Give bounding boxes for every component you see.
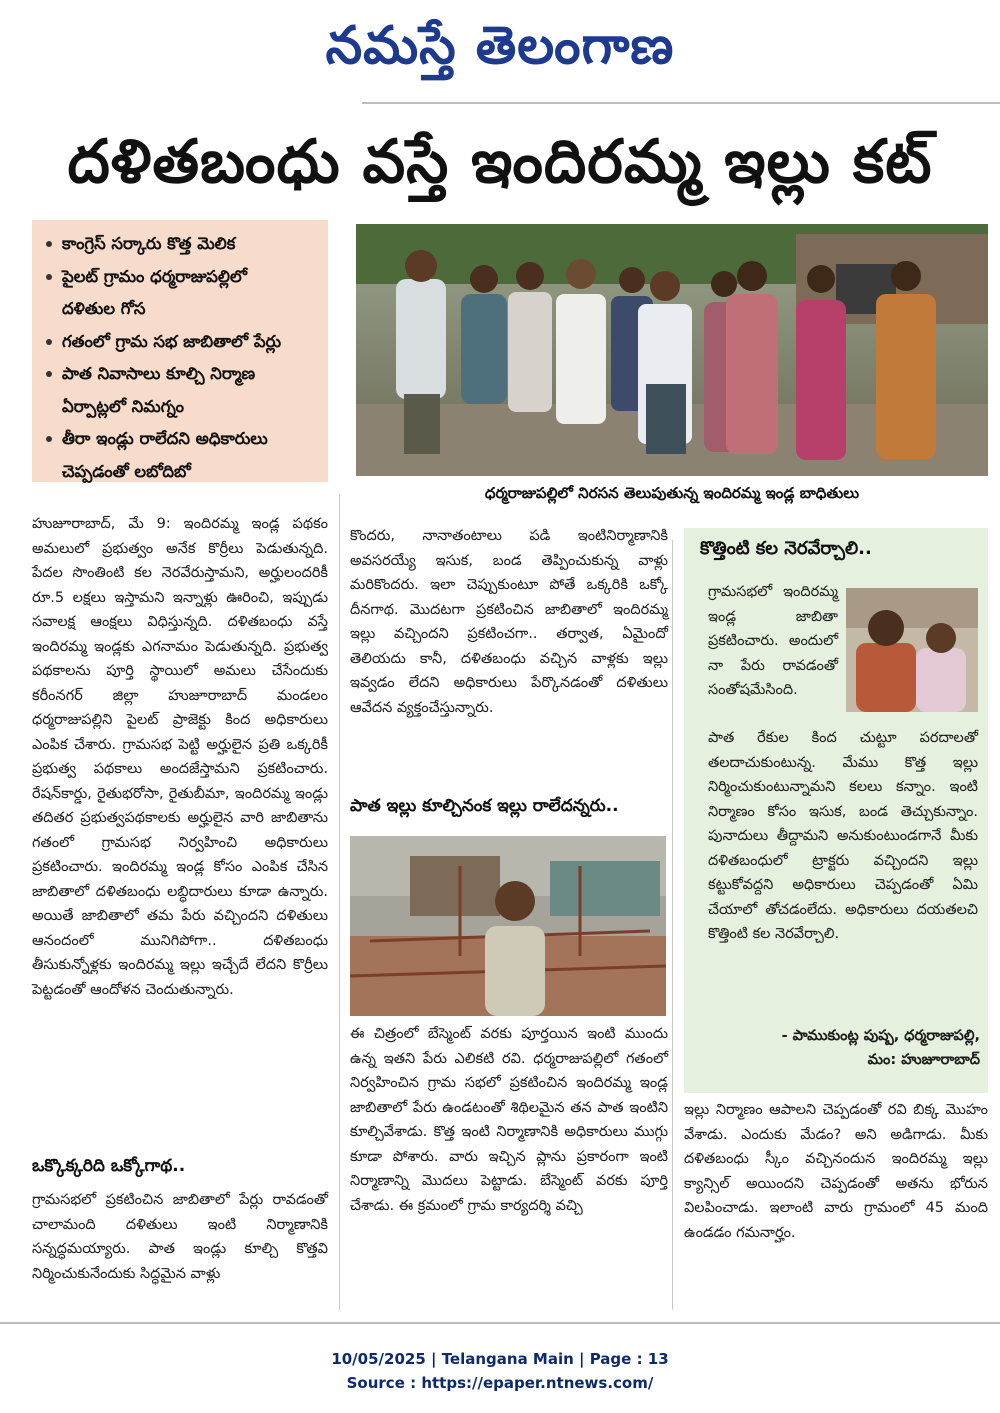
- man-at-construction-photo: [350, 836, 666, 1016]
- highlights-box: [32, 220, 328, 482]
- bullet-icon: [46, 436, 52, 442]
- footer-edition-info: 10/05/2025 | Telangana Main | Page : 13: [331, 1350, 669, 1368]
- bullet-icon: [46, 371, 52, 377]
- article-paragraph: హుజూరాబాద్, మే 9: ఇందిరమ్మ ఇండ్ల పథకం అమలులో ప్రభుత్వం అనేక కొర్రీలు పెడుతున్నది. పేదల సొంతింటి కల నెరవేరుస్తామని, అర్హులందరికీ రూ.5 లక్షలు ఇస్తామని ఇన్నాళ్లు ఊరించి, ఇప్పుడు సవాలక్ష ఆంక్షలు విధిస్తున్నది. దళితబంధు వస్తే ఇందిరమ్మ ఇండ్లకు ఎగనామం పెడుతున్నది. ప్రభుత్వ పథకాలను పూర్తి స్థాయిలో అమలు చేసేందుకు కరీంనగర్ జిల్లా హుజూరాబాద్ మండలం ధర్మరాజుపల్లిని పైలట్ ప్రాజెక్టు కింద అధికారులు ఎంపిక చేశారు. గ్రామసభ పెట్టి అర్హులైన ప్రతి ఒక్కరికీ ప్రభుత్వ పథకాలు అందజేస్తామని ప్రకటించారు. రేషన్‌కార్డు, రైతుభరోసా, రైతుబీమా, ఇందిరమ్మ ఇండ్లు తదితర ప్రభుత్వపథకాలకు అర్హులైన వారి జాబితాను గతంలో గ్రామసభ నిర్వహించి అధికారులు ప్రకటించారు. ఇందిరమ్మ ఇండ్ల కోసం ఎంపిక చేసిన జాబితాలో దళితబంధు లబ్ధిదారులు కూడా ఉన్నారు. అయితే జాబితాలో తమ పేరు వచ్చిందని దళితులు ఆనందంలో మునిగిపోగా.. దళితబంధు తీసుకున్నోళ్లకు ఇందిరమ్మ ఇల్లు ఇచ్చేదే లేదని కొర్రీలు పెట్టడంతో ఆందోళన చెందుతున్నారు.: [32, 516, 328, 998]
- bullet-icon: [46, 339, 52, 345]
- article-column-1-continued: [32, 1188, 328, 1286]
- article-paragraph: ఇల్లు నిర్మాణం ఆపాలని చెప్పడంతో రవి బిక్క మొహం వేశాడు. ఎందుకు మేడం? అని అడిగాడు. మీకు దళితబంధు స్కీం వచ్చినందున ఇందిరమ్మ ఇల్లు క్యాన్సిల్ అయిందని చెప్పడంతో అతను భోరున విలపించాడు. ఇలాంటి వారు గ్రామంలో 45 మంది ఉండడం గమనార్హం.: [684, 1102, 988, 1241]
- subheading: పాత ఇల్లు కూల్చినంక ఇల్లు రాలేదన్నరు..: [350, 796, 619, 816]
- footer-source-link[interactable]: Source : https://epaper.ntnews.com/: [346, 1374, 654, 1392]
- article-column-3: [684, 1098, 988, 1245]
- highlight-item: [46, 326, 322, 359]
- column-divider: [672, 540, 673, 1310]
- sidebar-story-paragraph: గ్రామసభలో ఇందిరమ్మ ఇండ్ల జాబితా ప్రకటించారు. అందులో నా పేరు రావడంతో సంతోషమేసింది.: [708, 584, 838, 698]
- sidebar-story-signature-place: మం: హుజూరాబాద్: [867, 1052, 980, 1068]
- sidebar-story-title: కొత్తింటి కల నెరవేర్చాలి..: [700, 538, 872, 559]
- highlight-text: పాత నివాసాలు కూల్చి నిర్మాణ: [62, 364, 256, 383]
- headline: [0, 112, 1000, 212]
- highlight-item: [46, 261, 322, 294]
- protest-group-photo: [356, 224, 988, 476]
- highlight-item: [46, 423, 322, 456]
- highlight-text: కాంగ్రెస్ సర్కారు కొత్త మెలిక: [62, 234, 236, 253]
- article-paragraph: కొందరు, నానాతంటాలు పడి ఇంటినిర్మాణానికి అవసరయ్యే ఇసుక, బండ తెప్పించుకున్న వాళ్లు మరికొందరు. ఇలా చెప్పుకుంటూ పోతే ఒక్కరికి ఒక్కో దీనగాథ. మొదటగా ప్రకటించిన జాబితాలో ఇందిరమ్మ ఇల్లు వచ్చిందని ప్రకటించగా.. తర్వాత, ఏమైందో తెలియదు కానీ, దళితబంధు వచ్చిన వాళ్లకు ఇల్లు ఇవ్వడం లేదని అధికారులు పేర్కొనడంతో దళితులు ఆవేదన వ్యక్తంచేస్తున్నారు.: [350, 528, 668, 716]
- bullet-icon: [46, 241, 52, 247]
- column-divider: [339, 494, 340, 1310]
- highlight-item: [46, 228, 322, 261]
- subheading: ఒక్కొక్కరిది ఒక్కోగాథ..: [32, 1156, 186, 1176]
- highlight-text: పైలట్ గ్రామం ధర్మరాజుపల్లిలో: [62, 266, 247, 286]
- sidebar-story-signature: - పాముకుంట్ల పుష్ప, ధర్మరాజుపల్లి,: [781, 1028, 980, 1044]
- article-column-2-continued: [350, 1022, 668, 1218]
- highlight-text: గతంలో గ్రామ సభ జాబితాలో పేర్లు: [62, 331, 282, 351]
- masthead-title: నమస్తే తెలంగాణ: [325, 15, 675, 76]
- woman-with-child-photo: [846, 588, 978, 712]
- article-paragraph: ఈ చిత్రంలో బేస్మెంట్ వరకు పూర్తయిన ఇంటి ముందు ఉన్న ఇతని పేరు ఎలికటి రవి. ధర్మరాజుపల్లిలో గతంలో నిర్వహించిన గ్రామ సభలో ప్రకటించిన ఇందిరమ్మ ఇండ్ల జాబితాలో పేరు ఉండటంతో శిథిలమైన తన పాత ఇంటిని కూల్చివేశాడు. కొత్త ఇంటి నిర్మాణానికి అధికారులు ముగ్గు కూడా పోశారు. వారు ఇచ్చిన ప్లాను ప్రకారంగా ఇంటి నిర్మాణాన్ని మొదలు పెట్టాడు. బేస్మెంట్ వరకు పూర్తి చేశాడు. ఈ క్రమంలో గ్రామ కార్యదర్శి వచ్చి: [350, 1026, 668, 1214]
- highlight-text: తీరా ఇండ్లు రాలేదని అధికారులు: [62, 429, 268, 448]
- highlights-list: [32, 220, 328, 488]
- bottom-divider: [0, 1322, 1000, 1324]
- sidebar-story-text-continued: [708, 726, 978, 947]
- highlight-item-continuation: [46, 456, 322, 489]
- headline-text: దళితబంధు వస్తే ఇందిరమ్మ ఇల్లు కట్: [67, 127, 933, 197]
- article-column-2: [350, 524, 668, 720]
- masthead-logo: [0, 6, 1000, 86]
- bullet-icon: [46, 274, 52, 280]
- highlight-item: [46, 358, 322, 391]
- photo-caption: ధర్మరాజుపల్లిలో నిరసన తెలుపుతున్న ఇందిరమ్మ ఇండ్ల బాధితులు: [484, 484, 860, 502]
- highlight-text: చెప్పడంతో లబోదిబో: [62, 461, 191, 481]
- article-paragraph: గ్రామసభలో ప్రకటించిన జాబితాలో పేర్లు రావడంతో చాలామంది దళితులు ఇంటి నిర్మాణానికి సన్నద్ధమయ్యారు. పాత ఇండ్లు కూల్చి కొత్తవి నిర్మించుకునేందుకు సిద్ధమైన వాళ్లు: [32, 1192, 328, 1282]
- sidebar-story-text: [708, 580, 838, 703]
- top-divider: [362, 102, 1000, 104]
- article-column-1: [32, 512, 328, 1002]
- highlight-text: ఏర్పాట్లలో నిమగ్నం: [62, 396, 185, 416]
- highlight-text: దళితుల గోస: [62, 299, 146, 318]
- highlight-item-continuation: [46, 293, 322, 326]
- highlight-item-continuation: [46, 391, 322, 424]
- sidebar-story-paragraph: పాత రేకుల కింద చుట్టూ పరదాలతో తలదాచుకుంటున్న. మేము కొత్త ఇల్లు నిర్మించుకుంటున్నామని కలలు కన్నాం. ఇంటి నిర్మాణం కోసం ఇసుక, బండ తెచ్చుకున్నాం. పునాదులు తీద్దామని అనుకుంటుండగానే మీకు దళితబంధులో ట్రాక్టరు వచ్చిందని ఇల్లు కట్టుకోవద్దని అధికారులు చెప్పడంతో ఏమి చేయాలో తోచడంలేదు. అధికారులు దయతలచి కొత్తింటి కల నెరవేర్చాలి.: [708, 730, 978, 942]
